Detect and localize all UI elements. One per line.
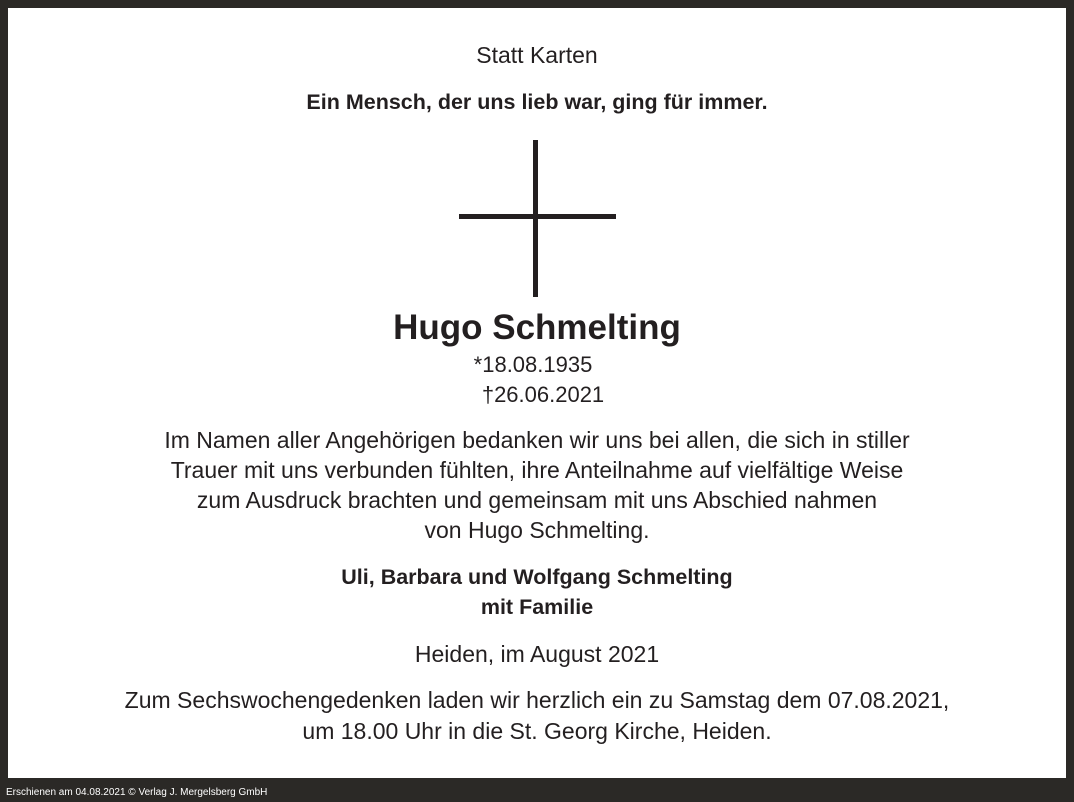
obituary-notice	[8, 8, 1066, 778]
service-line-1: Zum Sechswochengedenken laden wir herzlich ein zu Samstag dem 07.08.2021,	[124, 687, 950, 713]
family-line-2: mit Familie	[480, 595, 594, 619]
motto-line: Ein Mensch, der uns lieb war, ging für immer.	[306, 90, 768, 114]
thanks-line-1: Im Namen aller Angehörigen bedanken wir uns bei allen, die sich in stiller	[164, 427, 910, 453]
cross-horizontal-bar	[459, 214, 616, 219]
place-date: Heiden, im August 2021	[414, 641, 660, 667]
family-line-1: Uli, Barbara und Wolfgang Schmelting	[341, 565, 733, 589]
birth-date: *18.08.1935	[473, 352, 593, 377]
heading-statt-karten: Statt Karten	[476, 42, 598, 68]
death-date: †26.06.2021	[481, 382, 605, 407]
deceased-name: Hugo Schmelting	[393, 308, 681, 347]
thanks-line-4: von Hugo Schmelting.	[424, 517, 650, 543]
thanks-line-2: Trauer mit uns verbunden fühlten, ihre Anteilnahme auf vielfältige Weise	[170, 457, 904, 483]
thanks-line-3: zum Ausdruck brachten und gemeinsam mit uns Abschied nahmen	[196, 487, 878, 513]
service-line-2: um 18.00 Uhr in die St. Georg Kirche, Heiden.	[302, 718, 772, 744]
publication-footer: Erschienen am 04.08.2021 © Verlag J. Mergelsberg GmbH	[6, 787, 268, 798]
